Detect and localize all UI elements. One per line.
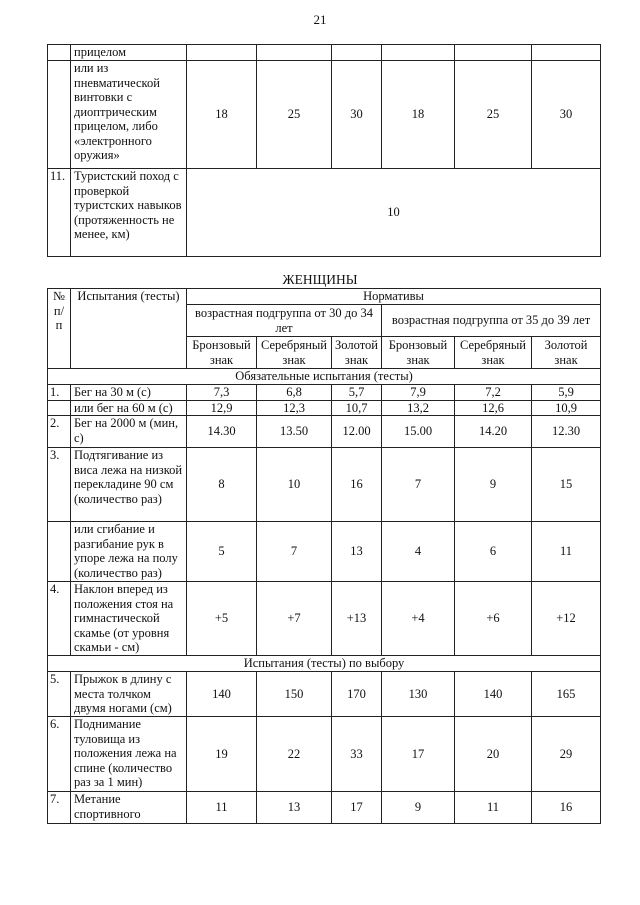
value-cell: 5: [187, 522, 257, 582]
continuation-table: [47, 44, 601, 257]
value-cell: [187, 45, 257, 61]
row-number: 4.: [48, 582, 71, 656]
value-cell: 18: [382, 61, 455, 169]
value-cell: 165: [532, 672, 601, 717]
table-row: [48, 672, 601, 717]
table-row: [48, 385, 601, 401]
test-name: Бег на 30 м (с): [71, 385, 187, 401]
value-cell: 12,3: [257, 400, 332, 416]
value-cell: 150: [257, 672, 332, 717]
table-row: [48, 400, 601, 416]
value-cell: 13.50: [257, 416, 332, 448]
value-cell: [455, 45, 532, 61]
page-number: 21: [313, 12, 327, 27]
value-cell: 11: [187, 792, 257, 824]
value-cell: 11: [532, 522, 601, 582]
test-name: Поднимание туловища из положения лежа на спине (количество раз за 1 мин): [71, 717, 187, 792]
section-row: [48, 656, 601, 672]
value-cell: 130: [382, 672, 455, 717]
table-row: [48, 448, 601, 522]
test-name: Метание спортивного: [71, 792, 187, 824]
table-row: [48, 717, 601, 792]
value-cell: +5: [187, 582, 257, 656]
test-name: Бег на 2000 м (мин, с): [71, 416, 187, 448]
value-cell: 7,2: [455, 385, 532, 401]
optional-section-title: Испытания (тесты) по выбору: [48, 656, 601, 672]
value-cell: +7: [257, 582, 332, 656]
mandatory-section-title: Обязательные испытания (тесты): [48, 369, 601, 385]
header-badge: Бронзовый знак: [382, 337, 455, 369]
value-cell: 5,7: [332, 385, 382, 401]
value-cell: 30: [532, 61, 601, 169]
value-cell: [532, 45, 601, 61]
table-row: [48, 416, 601, 448]
value-cell: 6,8: [257, 385, 332, 401]
value-cell: [382, 45, 455, 61]
value-cell: 9: [382, 792, 455, 824]
value-cell: 7: [382, 448, 455, 522]
table-row: [48, 61, 601, 169]
standards-table: [47, 288, 601, 824]
header-row: [48, 289, 601, 305]
value-cell: 13: [332, 522, 382, 582]
test-name: Прыжок в длину с места толчком двумя ногами (см): [71, 672, 187, 717]
value-cell: 13,2: [382, 400, 455, 416]
row-number: 11.: [48, 169, 71, 257]
row-number: 1.: [48, 385, 71, 401]
value-cell: 12.30: [532, 416, 601, 448]
header-badge: Золотой знак: [532, 337, 601, 369]
value-cell: 29: [532, 717, 601, 792]
value-cell: 4: [382, 522, 455, 582]
header-num: № п/п: [48, 289, 71, 369]
header-badge: Серебряный знак: [257, 337, 332, 369]
row-number: [48, 61, 71, 169]
row-number: 3.: [48, 448, 71, 522]
test-name: или бег на 60 м (с): [71, 400, 187, 416]
value-cell: 5,9: [532, 385, 601, 401]
value-cell: 15: [532, 448, 601, 522]
value-cell: 6: [455, 522, 532, 582]
value-cell: [257, 45, 332, 61]
table-row: [48, 522, 601, 582]
table-row: [48, 169, 601, 257]
value-cell: 11: [455, 792, 532, 824]
row-number: 7.: [48, 792, 71, 824]
header-group-30-34: возрастная подгруппа от 30 до 34 лет: [187, 305, 382, 337]
header-badge: Бронзовый знак: [187, 337, 257, 369]
value-cell: 25: [257, 61, 332, 169]
row-number: 6.: [48, 717, 71, 792]
merged-value-cell: 10: [187, 169, 601, 257]
header-group-35-39: возрастная подгруппа от 35 до 39 лет: [382, 305, 601, 337]
header-badge: Золотой знак: [332, 337, 382, 369]
header-badge: Серебряный знак: [455, 337, 532, 369]
test-name: или сгибание и разгибание рук в упоре лежа на полу (количество раз): [71, 522, 187, 582]
row-number: [48, 400, 71, 416]
table-row: [48, 45, 601, 61]
value-cell: 14.20: [455, 416, 532, 448]
value-cell: 16: [532, 792, 601, 824]
value-cell: [332, 45, 382, 61]
test-name: Наклон вперед из положения стоя на гимнастической скамье (от уровня скамьи - см): [71, 582, 187, 656]
test-name: Подтягивание из виса лежа на низкой перекладине 90 см (количество раз): [71, 448, 187, 522]
header-test: Испытания (тесты): [71, 289, 187, 369]
section-title: ЖЕНЩИНЫ: [282, 272, 358, 287]
row-number: 5.: [48, 672, 71, 717]
value-cell: 7,3: [187, 385, 257, 401]
value-cell: 12.00: [332, 416, 382, 448]
value-cell: 19: [187, 717, 257, 792]
value-cell: 8: [187, 448, 257, 522]
value-cell: +6: [455, 582, 532, 656]
test-name: прицелом: [71, 45, 187, 61]
section-row: [48, 369, 601, 385]
value-cell: 140: [455, 672, 532, 717]
value-cell: 10,9: [532, 400, 601, 416]
value-cell: 17: [332, 792, 382, 824]
table-row: [48, 792, 601, 824]
test-name: или из пневматической винтовки с диоптрическим прицелом, либо «электронного оружия»: [71, 61, 187, 169]
value-cell: 10,7: [332, 400, 382, 416]
table-row: [48, 582, 601, 656]
value-cell: 22: [257, 717, 332, 792]
value-cell: 17: [382, 717, 455, 792]
value-cell: 16: [332, 448, 382, 522]
row-number: 2.: [48, 416, 71, 448]
value-cell: 18: [187, 61, 257, 169]
value-cell: 14.30: [187, 416, 257, 448]
value-cell: 15.00: [382, 416, 455, 448]
row-number: [48, 45, 71, 61]
value-cell: 13: [257, 792, 332, 824]
value-cell: +12: [532, 582, 601, 656]
value-cell: 25: [455, 61, 532, 169]
value-cell: 12,6: [455, 400, 532, 416]
value-cell: +4: [382, 582, 455, 656]
value-cell: 7: [257, 522, 332, 582]
value-cell: 10: [257, 448, 332, 522]
value-cell: 20: [455, 717, 532, 792]
value-cell: 9: [455, 448, 532, 522]
value-cell: 170: [332, 672, 382, 717]
row-number: [48, 522, 71, 582]
test-name: Туристский поход с проверкой туристских навыков (протяженность не менее, км): [71, 169, 187, 257]
value-cell: 12,9: [187, 400, 257, 416]
value-cell: 140: [187, 672, 257, 717]
value-cell: 30: [332, 61, 382, 169]
value-cell: +13: [332, 582, 382, 656]
value-cell: 7,9: [382, 385, 455, 401]
header-norms: Нормативы: [187, 289, 601, 305]
value-cell: 33: [332, 717, 382, 792]
